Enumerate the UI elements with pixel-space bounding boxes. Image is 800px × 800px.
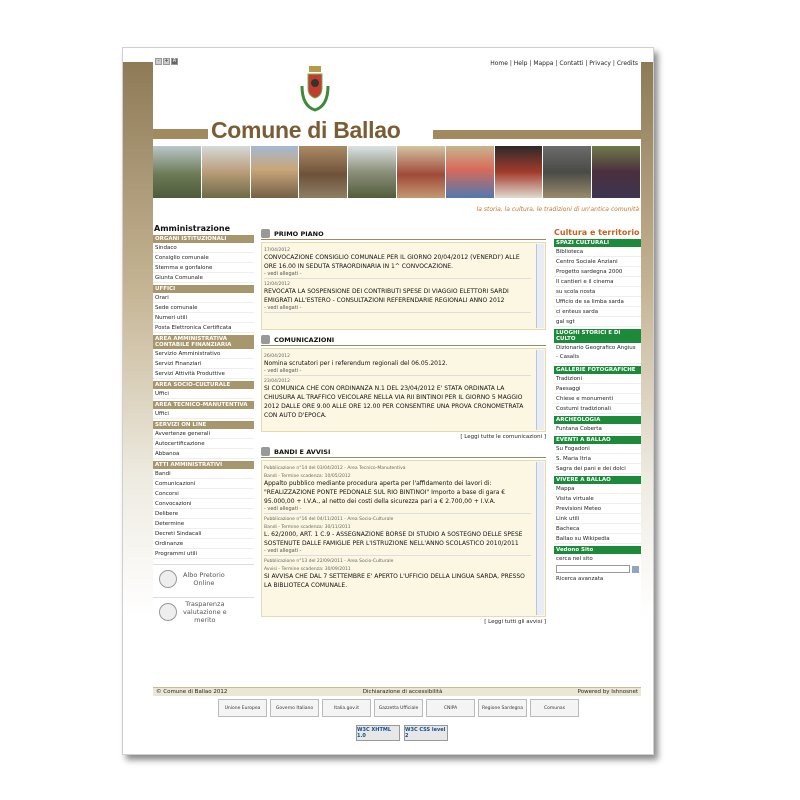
scrollbar[interactable] xyxy=(536,350,544,430)
nav-decreti[interactable]: Decreti Sindacali xyxy=(153,529,254,539)
eu-logo[interactable]: Unione Europea xyxy=(218,699,267,717)
italia-gov-logo[interactable]: Italia.gov.it xyxy=(322,699,371,717)
help-link[interactable]: Help xyxy=(513,60,528,67)
contacts-link[interactable]: Contatti xyxy=(559,60,584,67)
albo-label: Albo Pretorio Online xyxy=(183,570,225,587)
partner-logos xyxy=(218,699,579,717)
group-head-cerca: Vedono Sito xyxy=(554,546,641,554)
nav-cantieri[interactable]: Il cantieri e il cinema xyxy=(554,277,641,287)
primo-piano-header: PRIMO PIANO xyxy=(261,228,546,240)
read-all-avvisi-link[interactable]: [ Leggi tutti gli avvisi ] xyxy=(484,619,546,625)
font-size-controls xyxy=(155,58,178,65)
attachments-link[interactable]: - vedi allegati - xyxy=(264,271,531,279)
powered-by[interactable]: Powered by Ishnosnet xyxy=(577,689,638,695)
nav-gal[interactable]: gal sgt xyxy=(554,317,641,327)
nav-meteo[interactable]: Previsioni Meteo xyxy=(554,504,641,514)
group-head-tecnico: AREA TECNICO-MANUTENTIVA xyxy=(153,401,254,409)
gazzetta-logo[interactable]: Gazzetta Ufficiale xyxy=(374,699,423,717)
group-head-spazi: SPAZI CULTURALI xyxy=(554,239,641,247)
nav-mappa[interactable]: Mappa xyxy=(554,484,641,494)
home-link[interactable]: Home xyxy=(490,60,508,67)
accessibility-link[interactable]: Dichiarazione di accessibilità xyxy=(362,689,443,695)
nav-delibere[interactable]: Delibere xyxy=(153,509,254,519)
attachments-link[interactable]: - vedi allegati - xyxy=(264,506,531,514)
attachments-link[interactable]: - vedi allegati - xyxy=(264,548,531,556)
nav-biblioteca[interactable]: Biblioteca xyxy=(554,247,641,257)
photo-doorway xyxy=(299,146,347,198)
albo-pretorio-badge[interactable] xyxy=(153,564,254,592)
top-links: Home | Help | Mappa | Contatti | Privacy | Credits xyxy=(490,60,638,67)
news-text[interactable]: Nomina scrutatori per i referendum regionali del 06.05.2012. xyxy=(264,360,448,367)
nav-wikipedia[interactable]: Ballao su Wikipedia xyxy=(554,534,641,544)
group-head-gallerie: GALLERIE FOTOGRAFICHE xyxy=(554,366,641,374)
scrollbar[interactable] xyxy=(536,244,544,328)
news-date: 12/04/2012 xyxy=(264,282,290,287)
photo-ruins xyxy=(202,146,250,198)
nav-limba-sarda[interactable]: Ufficio de sa limba sarda xyxy=(554,297,641,307)
nav-santa-maria[interactable]: S. Maria Itria xyxy=(554,454,641,464)
nav-sindaco[interactable]: Sindaco xyxy=(153,243,254,253)
cnipa-logo[interactable]: CNIPA xyxy=(426,699,475,717)
photo-church xyxy=(251,146,299,198)
scrollbar[interactable] xyxy=(536,462,544,615)
nav-serv-fin[interactable]: Servizi Finanziari xyxy=(153,359,254,369)
nav-fogadoni[interactable]: Su Fogadoni xyxy=(554,444,641,454)
photo-costume-woman xyxy=(397,146,445,198)
sidebar-title: Amministrazione xyxy=(154,224,230,233)
news-text[interactable]: L. 62/2000, ART. 1 C.9 - ASSEGNAZIONE BORSE DI STUDIO A SOSTEGNO DELLE SPESE SOSTENUTE DALLE FAMIGLIE PER L'ISTRUZIONE NELL'ANNO SCOLASTICO 2010/2011 xyxy=(264,531,523,547)
group-head-archeologia: ARCHEOLOGIA xyxy=(554,416,641,424)
nav-consiglio[interactable]: Consiglio comunale xyxy=(153,253,254,263)
group-head-servizi: SERVIZI ON LINE xyxy=(153,421,254,429)
nav-bandi[interactable]: Bandi xyxy=(153,469,254,479)
header-photos xyxy=(153,146,641,198)
xhtml-badge[interactable]: W3C XHTML 1.0 xyxy=(356,725,400,741)
nav-bacheca[interactable]: Bacheca xyxy=(554,524,641,534)
read-all-comunicazioni-link[interactable]: [ Leggi tutte le comunicazioni ] xyxy=(460,434,546,440)
advanced-search-link[interactable]: Ricerca avanzata xyxy=(556,576,604,582)
site-title[interactable]: Comune di Ballao xyxy=(211,117,401,143)
nav-concorsi[interactable]: Concorsi xyxy=(153,489,254,499)
documents-icon xyxy=(261,447,270,456)
nav-su-scola[interactable]: su scola nosta xyxy=(554,287,641,297)
nav-paesaggi[interactable]: Paesaggi xyxy=(554,384,641,394)
nav-orari[interactable]: Orari xyxy=(153,293,254,303)
left-sidebar xyxy=(153,224,254,625)
news-date: 23/04/2012 xyxy=(264,379,290,384)
main-content xyxy=(261,228,546,631)
deadline-info: Bandi - Termine scadenza: 30/11/2011 xyxy=(264,525,351,530)
search-input[interactable] xyxy=(556,565,630,573)
group-head-uffici: UFFICI xyxy=(153,285,254,293)
news-date: 26/04/2012 xyxy=(264,354,290,359)
search-icon[interactable] xyxy=(632,566,639,573)
group-head-area-amm: AREA AMMINISTRATIVA CONTABILE FINANZIARIA xyxy=(153,335,254,349)
photo-grapes xyxy=(592,146,640,198)
emblem-icon xyxy=(159,603,177,621)
photo-stone-hut xyxy=(348,146,396,198)
comunicazioni-header: COMUNICAZIONI xyxy=(261,334,546,346)
bandi-header: BANDI E AVVISI xyxy=(261,446,546,458)
attachments-link[interactable]: - vedi allegati - xyxy=(264,368,531,376)
nav-centro-anziani[interactable]: Centro Sociale Anziani xyxy=(554,257,641,267)
footer xyxy=(153,687,641,696)
news-text[interactable]: REVOCATA LA SOSPENSIONE DEI CONTRIBUTI SPESE DI VIAGGIO ELETTORI SARDI EMIGRATI ALL'ESTERO - CONSULTAZIONI REFERENDARIE REGIONALI ANNO 2012 xyxy=(264,288,509,304)
nav-giunta[interactable]: Giunta Comunale xyxy=(153,273,254,283)
emblem-icon xyxy=(159,570,177,588)
nav-uffici-socio[interactable]: Uffici xyxy=(153,389,254,399)
nav-avvertenze[interactable]: Avvertenze generali xyxy=(153,429,254,439)
megaphone-icon xyxy=(261,335,270,344)
deadline-info: Avvisi - Termine scadenza: 30/09/2011 xyxy=(264,567,351,572)
site-container xyxy=(153,56,641,696)
nav-serv-prod[interactable]: Servizi Attività Produttive xyxy=(153,369,254,379)
group-head-organi: ORGANI ISTITUZIONALI xyxy=(153,235,254,243)
copyright: © Comune di Ballao 2012 xyxy=(156,689,228,695)
nav-chiese[interactable]: Chiese e monumenti xyxy=(554,394,641,404)
nav-programmi[interactable]: Programmi utili xyxy=(153,549,254,559)
photo-landscape xyxy=(153,146,201,198)
nav-pec[interactable]: Posta Elettronica Certificata xyxy=(153,323,254,333)
group-head-vivere: VIVERE A BALLAO xyxy=(554,476,641,484)
nav-ci-enteus[interactable]: ci enteus sarda xyxy=(554,307,641,317)
title-bar-right xyxy=(433,130,641,139)
news-text[interactable]: Appalto pubblico mediante procedura aperta per l'affidamento dei lavori di: "REALIZZAZIONE PONTE PEDONALE SUL RIO BINTINOI" Importo a base di gara € 95.000,00 + I.V.A., al netto dei costi della sicurezza pari a € 2.700,00 + I.V.A. xyxy=(264,480,506,505)
title-bar-left xyxy=(153,129,208,139)
group-head-socio: AREA SOCIO-CULTURALE xyxy=(153,381,254,389)
nav-autocert[interactable]: Autocertificazione xyxy=(153,439,254,449)
font-increase-button[interactable]: + xyxy=(164,58,169,64)
nav-funtana[interactable]: Funtana Coberta xyxy=(554,424,641,434)
nav-stemma[interactable]: Stemma e gonfalone xyxy=(153,263,254,273)
nav-tradizioni[interactable]: Tradizioni xyxy=(554,374,641,384)
nav-progetto-sardegna[interactable]: Progetto sardegna 2000 xyxy=(554,267,641,277)
search-row xyxy=(556,565,639,573)
nav-costumi[interactable]: Costumi tradizionali xyxy=(554,404,641,414)
font-decrease-button[interactable]: - xyxy=(155,58,162,65)
nav-determine[interactable]: Determine xyxy=(153,519,254,529)
news-text[interactable]: CONVOCAZIONE CONSIGLIO COMUNALE PER IL GIORNO 20/04/2012 (VENERDI') ALLE ORE 16.00 IN SEDUTA STRAORDINARIA IN 1^ CONVOCAZIONE. xyxy=(264,254,520,270)
group-head-eventi: EVENTI A BALLAO xyxy=(554,436,641,444)
right-sidebar-title: Cultura e territorio xyxy=(554,228,640,237)
credits-link[interactable]: Credits xyxy=(616,60,638,67)
regione-logo[interactable]: Regione Sardegna xyxy=(478,699,527,717)
nav-ordinanze[interactable]: Ordinanze xyxy=(153,539,254,549)
privacy-link[interactable]: Privacy xyxy=(589,60,611,67)
news-text[interactable]: SI AVVISA CHE DAL 7 SETTEMBRE E' APERTO L'UFFICIO DELLA LINGUA SARDA, PRESSO LA BIBLIOTECA COMUNALE. xyxy=(264,573,525,589)
left-border xyxy=(123,62,156,617)
page-frame xyxy=(122,47,654,755)
news-text[interactable]: SI COMUNICA CHE CON ORDINANZA N.1 DEL 23/04/2012 E' STATA ORDINATA LA CHIUSURA AL TRAFFICO VEICOLARE NELLA VIA RII BINTINOI PER IL GIORNO 5 MAGGIO 2012 DALLE ORE 9.00 ALLE ORE 12.00 PER CONSENTIRE UNA PROVA CRONOMETRATA CON AUTO D'EPOCA. xyxy=(264,385,524,419)
photo-bread xyxy=(543,146,591,198)
photo-statue xyxy=(446,146,494,198)
deadline-info: Bandi - Termine scadenza: 10/05/2012 xyxy=(264,474,351,479)
search-label: cerca nel sito xyxy=(556,556,593,562)
nav-sede[interactable]: Sede comunale xyxy=(153,303,254,313)
w3c-badges xyxy=(356,725,448,741)
nav-sagra[interactable]: Sagra dei pani e dei dolci xyxy=(554,464,641,474)
nav-abbanoa[interactable]: Abbanoa xyxy=(153,449,254,459)
nav-visita[interactable]: Visita virtuale xyxy=(554,494,641,504)
nav-uffici-tecnico[interactable]: Uffici xyxy=(153,409,254,419)
bandi-box xyxy=(261,460,546,617)
governo-logo[interactable]: Governo Italiano xyxy=(270,699,319,717)
group-head-luoghi: LUOGHI STORICI E DI CULTO xyxy=(554,329,641,343)
font-default-button[interactable]: A xyxy=(172,58,177,64)
trasparenza-label: Trasparenza valutazione e merito xyxy=(183,599,227,624)
news-date: 17/04/2012 xyxy=(264,248,290,253)
nav-comunicazioni[interactable]: Comunicazioni xyxy=(153,479,254,489)
publication-info: Pubblicazione n°13 del 22/09/2011 - Area Socio-Culturale xyxy=(264,559,394,564)
crest-icon xyxy=(300,64,330,114)
trasparenza-badge[interactable] xyxy=(153,597,254,625)
attachments-link[interactable]: - vedi allegati - xyxy=(264,305,531,313)
publication-info: Pubblicazione n°14 del 03/04/2012 - Area Tecnico-Manutentiva xyxy=(264,466,406,471)
nav-convocazioni[interactable]: Convocazioni xyxy=(153,499,254,509)
pin-icon xyxy=(261,229,270,238)
right-sidebar xyxy=(554,228,641,584)
nav-serv-amm[interactable]: Servizio Amministrativo xyxy=(153,349,254,359)
comunicazioni-box xyxy=(261,348,546,432)
photo-costume xyxy=(495,146,543,198)
nav-numeri[interactable]: Numeri utili xyxy=(153,313,254,323)
map-link[interactable]: Mappa xyxy=(533,60,554,67)
nav-dizionario[interactable]: Dizionario Geografico Angius - Casalis xyxy=(554,343,641,364)
motto: la storia, la cultura, le tradizioni di un'antica comunità xyxy=(476,206,639,213)
nav-link-utili[interactable]: Link utili xyxy=(554,514,641,524)
comunas-logo[interactable]: Comunas xyxy=(530,699,579,717)
css-badge[interactable]: W3C CSS level 2 xyxy=(404,725,448,741)
publication-info: Pubblicazione n°16 del 04/11/2011 - Area Socio-Culturale xyxy=(264,517,394,522)
group-head-atti: ATTI AMMINISTRATIVI xyxy=(153,461,254,469)
primo-piano-box xyxy=(261,242,546,330)
